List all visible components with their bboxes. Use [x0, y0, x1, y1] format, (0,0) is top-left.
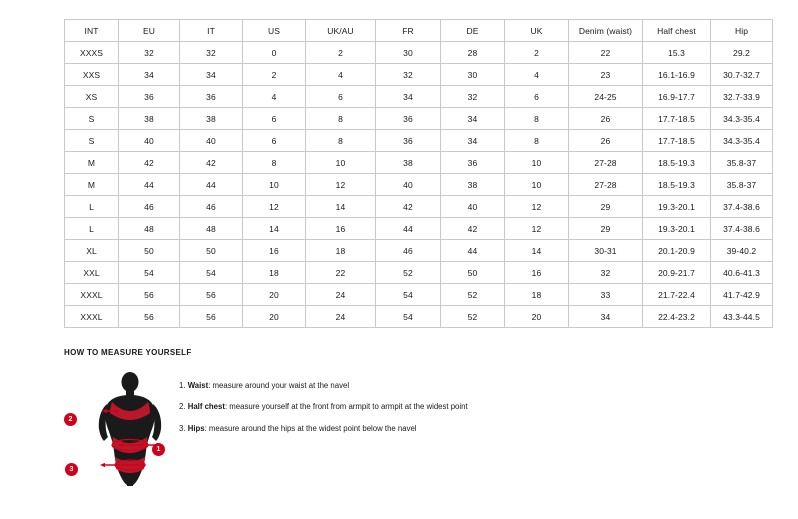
cell-uk: 6 [505, 86, 569, 108]
cell-int: M [65, 152, 119, 174]
instruction-text-waist: : measure around your waist at the navel [208, 381, 350, 390]
cell-hip: 41.7-42.9 [711, 284, 773, 306]
cell-uk: 12 [505, 218, 569, 240]
measure-badge-1: 1 [152, 443, 165, 456]
table-row [65, 86, 773, 108]
cell-uk: 4 [505, 64, 569, 86]
cell-eu: 42 [119, 152, 180, 174]
column-header-eu: EU [119, 20, 180, 42]
cell-it: 56 [180, 306, 243, 328]
instruction-term-hips: Hips [187, 423, 205, 433]
column-header-us: US [243, 20, 306, 42]
cell-it: 54 [180, 262, 243, 284]
cell-uk: 20 [505, 306, 569, 328]
cell-half-chest: 16.1-16.9 [643, 64, 711, 86]
size-chart-table [64, 19, 773, 328]
cell-eu: 54 [119, 262, 180, 284]
cell-half-chest: 17.7-18.5 [643, 108, 711, 130]
column-header-de: DE [441, 20, 505, 42]
cell-us: 10 [243, 174, 306, 196]
cell-fr: 54 [376, 306, 441, 328]
cell-int: L [65, 218, 119, 240]
cell-hip: 35.8-37 [711, 174, 773, 196]
column-header-fr: FR [376, 20, 441, 42]
cell-eu: 48 [119, 218, 180, 240]
cell-uk-au: 2 [306, 42, 376, 64]
cell-hip: 39-40.2 [711, 240, 773, 262]
cell-hip: 43.3-44.5 [711, 306, 773, 328]
how-to-measure-body [64, 367, 744, 497]
cell-half-chest: 17.7-18.5 [643, 130, 711, 152]
cell-hip: 30.7-32.7 [711, 64, 773, 86]
cell-de: 52 [441, 284, 505, 306]
cell-half-chest: 22.4-23.2 [643, 306, 711, 328]
column-header-uk-au: UK/AU [306, 20, 376, 42]
cell-int: XXL [65, 262, 119, 284]
instruction-term-waist: Waist [187, 381, 209, 390]
cell-de: 38 [441, 174, 505, 196]
cell-fr: 44 [376, 218, 441, 240]
cell-denim: 26 [569, 108, 643, 130]
cell-uk-au: 10 [306, 152, 376, 174]
mannequin-figure-container [64, 367, 179, 497]
table-row [65, 64, 773, 86]
table-row [65, 130, 773, 152]
cell-half-chest: 19.3-20.1 [643, 196, 711, 218]
cell-denim: 27-28 [569, 152, 643, 174]
cell-denim: 26 [569, 130, 643, 152]
cell-us: 12 [243, 196, 306, 218]
cell-fr: 46 [376, 240, 441, 262]
cell-uk-au: 22 [306, 262, 376, 284]
cell-eu: 50 [119, 240, 180, 262]
cell-eu: 46 [119, 196, 180, 218]
table-row [65, 108, 773, 130]
cell-us: 6 [243, 130, 306, 152]
cell-half-chest: 20.1-20.9 [643, 240, 711, 262]
cell-int: XXS [65, 64, 119, 86]
cell-it: 56 [180, 284, 243, 306]
cell-us: 2 [243, 64, 306, 86]
cell-int: M [65, 174, 119, 196]
measure-instructions-list [179, 367, 468, 445]
column-header-uk: UK [505, 20, 569, 42]
cell-fr: 30 [376, 42, 441, 64]
cell-uk: 2 [505, 42, 569, 64]
cell-denim: 23 [569, 64, 643, 86]
cell-int: XXXS [65, 42, 119, 64]
cell-it: 44 [180, 174, 243, 196]
cell-uk: 8 [505, 108, 569, 130]
cell-fr: 32 [376, 64, 441, 86]
cell-hip: 34.3-35.4 [711, 130, 773, 152]
cell-int: XL [65, 240, 119, 262]
cell-half-chest: 20.9-21.7 [643, 262, 711, 284]
cell-fr: 38 [376, 152, 441, 174]
cell-hip: 32.7-33.9 [711, 86, 773, 108]
cell-int: XS [65, 86, 119, 108]
cell-eu: 34 [119, 64, 180, 86]
size-chart-container [64, 19, 760, 328]
cell-us: 0 [243, 42, 306, 64]
table-row [65, 306, 773, 328]
cell-it: 46 [180, 196, 243, 218]
cell-hip: 40.6-41.3 [711, 262, 773, 284]
instruction-text-hips: : measure around the hips at the widest point below the navel [204, 423, 417, 433]
cell-fr: 52 [376, 262, 441, 284]
cell-denim: 29 [569, 218, 643, 240]
instruction-text-half-chest: : measure yourself at the front from armpit to armpit at the widest point [224, 402, 468, 412]
cell-int: XXXL [65, 306, 119, 328]
size-chart-head [65, 20, 773, 42]
table-row [65, 218, 773, 240]
cell-uk-au: 12 [306, 174, 376, 196]
cell-uk-au: 18 [306, 240, 376, 262]
cell-it: 38 [180, 108, 243, 130]
cell-fr: 34 [376, 86, 441, 108]
cell-uk-au: 8 [306, 108, 376, 130]
instruction-term-half-chest: Half chest [187, 402, 225, 412]
cell-hip: 34.3-35.4 [711, 108, 773, 130]
cell-uk-au: 6 [306, 86, 376, 108]
table-row [65, 240, 773, 262]
cell-it: 42 [180, 152, 243, 174]
cell-eu: 38 [119, 108, 180, 130]
cell-us: 4 [243, 86, 306, 108]
cell-us: 16 [243, 240, 306, 262]
cell-us: 14 [243, 218, 306, 240]
cell-us: 18 [243, 262, 306, 284]
cell-de: 32 [441, 86, 505, 108]
cell-uk: 14 [505, 240, 569, 262]
cell-uk-au: 8 [306, 130, 376, 152]
cell-de: 28 [441, 42, 505, 64]
how-to-measure-section [64, 348, 744, 497]
table-row [65, 196, 773, 218]
column-header-hip: Hip [711, 20, 773, 42]
cell-it: 48 [180, 218, 243, 240]
cell-half-chest: 18.5-19.3 [643, 152, 711, 174]
cell-de: 36 [441, 152, 505, 174]
cell-de: 50 [441, 262, 505, 284]
cell-half-chest: 15.3 [643, 42, 711, 64]
instruction-number-1: 1. [179, 381, 186, 390]
cell-denim: 22 [569, 42, 643, 64]
table-row [65, 42, 773, 64]
measure-instruction-waist [179, 381, 468, 390]
cell-uk: 16 [505, 262, 569, 284]
cell-denim: 33 [569, 284, 643, 306]
table-row [65, 152, 773, 174]
cell-hip: 37.4-38.6 [711, 196, 773, 218]
cell-fr: 36 [376, 108, 441, 130]
cell-us: 8 [243, 152, 306, 174]
cell-denim: 32 [569, 262, 643, 284]
instruction-number-2: 2. [179, 402, 186, 412]
cell-de: 52 [441, 306, 505, 328]
cell-half-chest: 18.5-19.3 [643, 174, 711, 196]
cell-eu: 56 [119, 284, 180, 306]
how-to-measure-title: HOW TO MEASURE YOURSELF [64, 348, 192, 357]
cell-denim: 34 [569, 306, 643, 328]
cell-uk: 10 [505, 174, 569, 196]
column-header-int: INT [65, 20, 119, 42]
table-row [65, 262, 773, 284]
cell-de: 34 [441, 130, 505, 152]
cell-uk-au: 24 [306, 284, 376, 306]
cell-uk: 12 [505, 196, 569, 218]
cell-it: 50 [180, 240, 243, 262]
cell-us: 6 [243, 108, 306, 130]
cell-uk: 10 [505, 152, 569, 174]
cell-it: 40 [180, 130, 243, 152]
cell-it: 36 [180, 86, 243, 108]
cell-de: 30 [441, 64, 505, 86]
cell-eu: 56 [119, 306, 180, 328]
cell-eu: 40 [119, 130, 180, 152]
cell-denim: 29 [569, 196, 643, 218]
cell-half-chest: 21.7-22.4 [643, 284, 711, 306]
measure-badge-2: 2 [64, 413, 77, 426]
cell-fr: 54 [376, 284, 441, 306]
measure-instruction-hips [179, 424, 468, 433]
column-header-it: IT [180, 20, 243, 42]
table-header-row [65, 20, 773, 42]
cell-de: 34 [441, 108, 505, 130]
table-row [65, 174, 773, 196]
cell-uk-au: 24 [306, 306, 376, 328]
instruction-number-3: 3. [179, 423, 186, 433]
cell-uk: 18 [505, 284, 569, 306]
cell-half-chest: 16.9-17.7 [643, 86, 711, 108]
cell-fr: 40 [376, 174, 441, 196]
cell-de: 44 [441, 240, 505, 262]
cell-int: XXXL [65, 284, 119, 306]
cell-uk-au: 16 [306, 218, 376, 240]
cell-de: 42 [441, 218, 505, 240]
column-header-half-chest: Half chest [643, 20, 711, 42]
cell-hip: 35.8-37 [711, 152, 773, 174]
cell-int: L [65, 196, 119, 218]
cell-hip: 29.2 [711, 42, 773, 64]
cell-it: 34 [180, 64, 243, 86]
cell-fr: 42 [376, 196, 441, 218]
cell-half-chest: 19.3-20.1 [643, 218, 711, 240]
cell-eu: 36 [119, 86, 180, 108]
cell-us: 20 [243, 306, 306, 328]
cell-fr: 36 [376, 130, 441, 152]
cell-uk-au: 4 [306, 64, 376, 86]
cell-us: 20 [243, 284, 306, 306]
column-header-denim-waist: Denim (waist) [569, 20, 643, 42]
mannequin-illustration [82, 371, 178, 491]
cell-denim: 27-28 [569, 174, 643, 196]
cell-denim: 30-31 [569, 240, 643, 262]
cell-uk-au: 14 [306, 196, 376, 218]
cell-int: S [65, 130, 119, 152]
table-row [65, 284, 773, 306]
cell-hip: 37.4-38.6 [711, 218, 773, 240]
cell-int: S [65, 108, 119, 130]
cell-uk: 8 [505, 130, 569, 152]
cell-it: 32 [180, 42, 243, 64]
cell-denim: 24-25 [569, 86, 643, 108]
cell-de: 40 [441, 196, 505, 218]
measure-badge-3: 3 [65, 463, 78, 476]
cell-eu: 32 [119, 42, 180, 64]
cell-eu: 44 [119, 174, 180, 196]
measure-instruction-half-chest [179, 402, 468, 411]
size-chart-body [65, 42, 773, 328]
